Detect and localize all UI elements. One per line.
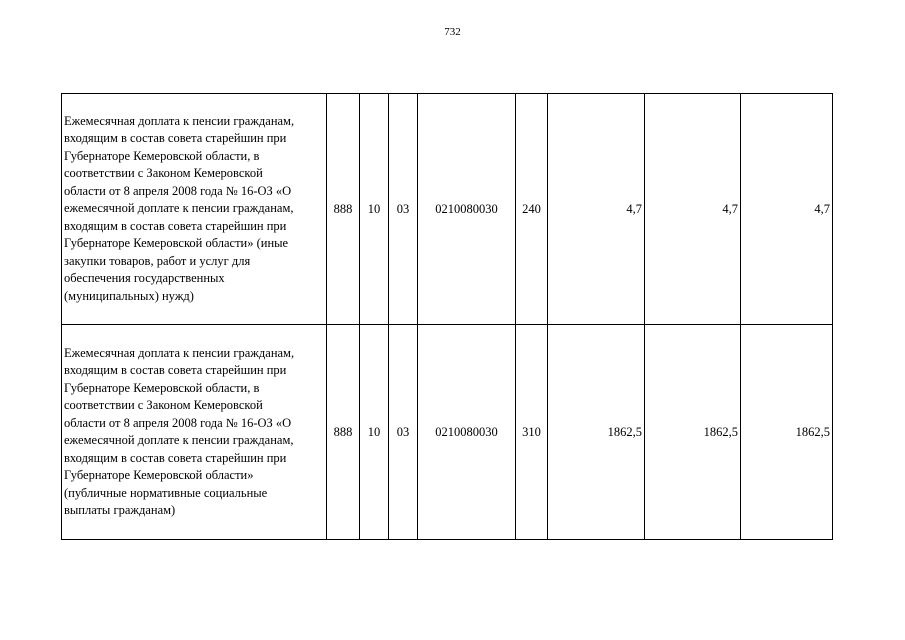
description-line: входящим в состав совета старейшин при	[64, 131, 287, 146]
target-article-code: 0210080030	[418, 94, 516, 325]
ministry-code: 888	[327, 94, 360, 325]
amount-3: 4,7	[741, 94, 833, 325]
ministry-code: 888	[327, 325, 360, 540]
target-article-code: 0210080030	[418, 325, 516, 540]
description-line: соответствии с Законом Кемеровской	[64, 166, 263, 181]
row-description	[62, 94, 327, 325]
description-line: Губернаторе Кемеровской области, в	[64, 148, 260, 163]
description-line: Ежемесячная доплата к пенсии гражданам,	[64, 345, 295, 360]
description-line: (публичные нормативные социальные	[64, 485, 268, 500]
description-line: области от 8 апреля 2008 года № 16-ОЗ «О	[64, 183, 292, 198]
section-code: 10	[360, 94, 389, 325]
description-line: входящим в состав совета старейшин при	[64, 218, 287, 233]
description-line: соответствии с Законом Кемеровской	[64, 398, 263, 412]
section-code: 10	[360, 325, 389, 540]
amount-2: 1862,5	[645, 325, 741, 540]
amount-1: 1862,5	[548, 325, 645, 540]
description-line: Губернаторе Кемеровской области»	[64, 468, 254, 482]
description-line: ежемесячной доплате к пенсии гражданам,	[64, 433, 294, 447]
description-line: входящим в состав совета старейшин при	[64, 363, 287, 377]
table-row	[62, 325, 833, 540]
description-line: Ежемесячная доплата к пенсии гражданам,	[64, 113, 295, 128]
expense-type-code: 310	[516, 325, 548, 540]
subsection-code: 03	[389, 94, 418, 325]
expense-type-code: 240	[516, 94, 548, 325]
description-line: входящим в состав совета старейшин при	[64, 450, 287, 465]
description-line: Губернаторе Кемеровской области, в	[64, 380, 260, 395]
amount-3: 1862,5	[741, 325, 833, 540]
table-row	[62, 94, 833, 325]
description-line: закупки товаров, работ и услуг для	[64, 253, 251, 268]
subsection-code: 03	[389, 325, 418, 540]
row-description	[62, 325, 327, 540]
description-line: ежемесячной доплате к пенсии гражданам,	[64, 201, 294, 216]
description-line: обеспечения государственных	[64, 271, 225, 286]
description-line: Губернаторе Кемеровской области» (иные	[64, 236, 289, 251]
amount-2: 4,7	[645, 94, 741, 325]
page-number: 732	[444, 26, 461, 38]
description-line: (муниципальных) нужд)	[64, 288, 194, 303]
description-line: выплаты гражданам)	[64, 503, 176, 517]
description-line: области от 8 апреля 2008 года № 16-ОЗ «О	[64, 415, 292, 430]
budget-table	[61, 93, 833, 540]
amount-1: 4,7	[548, 94, 645, 325]
